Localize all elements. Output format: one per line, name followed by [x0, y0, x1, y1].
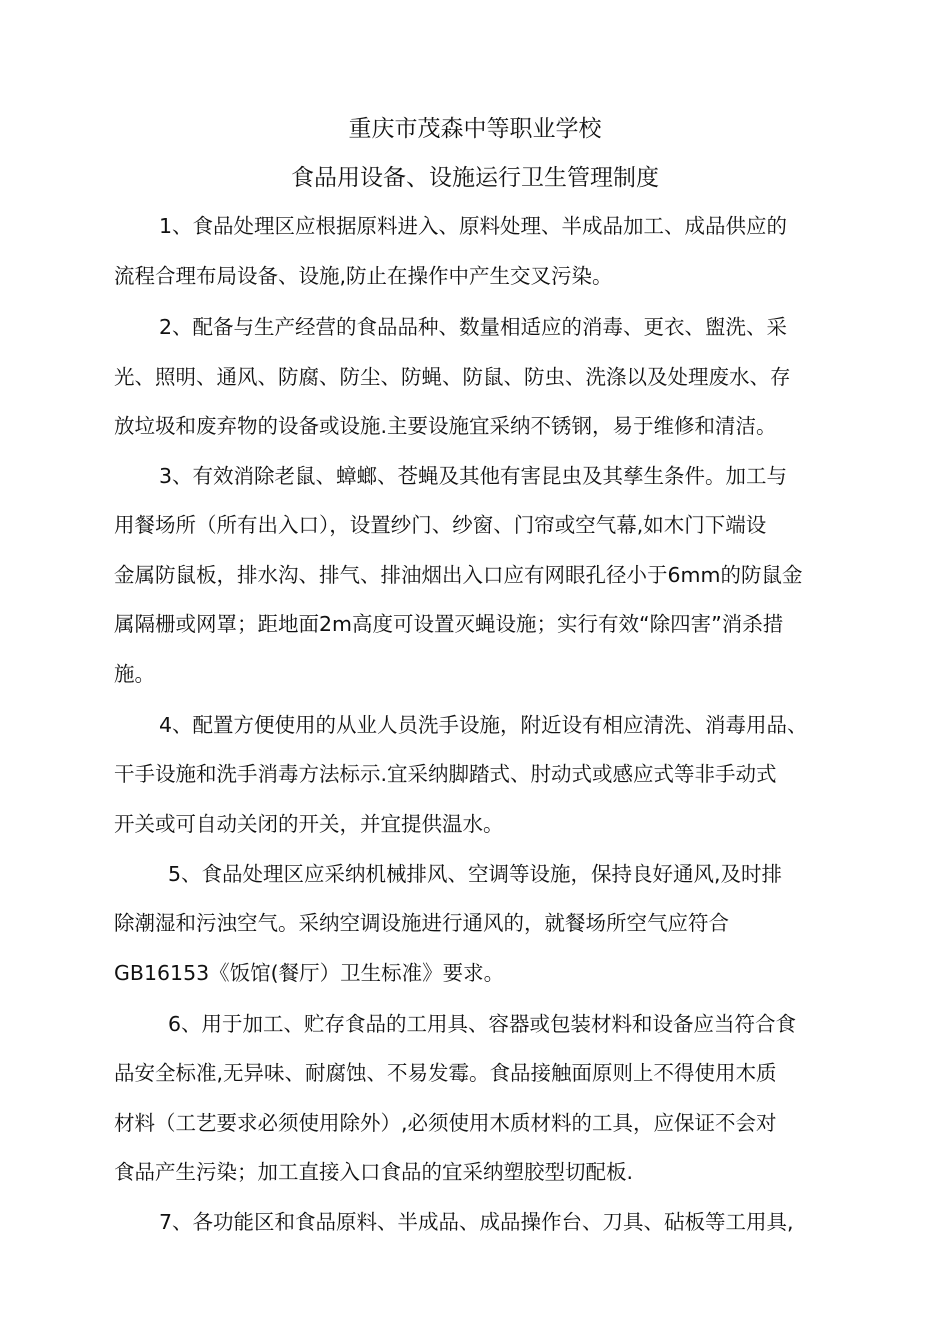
paragraph-3-line-2: 用餐场所（所有出入口），设置纱门、纱窗、门帘或空气幕,如木门下端设	[114, 513, 767, 537]
paragraph-6-line-2: 品安全标准,无异味、耐腐蚀、不易发霉。食品接触面原则上不得使用木质	[114, 1061, 777, 1085]
paragraph-3-line-5: 施。	[114, 662, 155, 686]
school-title: 重庆市茂森中等职业学校	[348, 116, 602, 142]
paragraph-1-line-1: 1、食品处理区应根据原料进入、原料处理、半成品加工、成品供应的	[159, 214, 788, 238]
paragraph-4-line-1: 4、配置方便使用的从业人员洗手设施，附近设有相应清洗、消毒用品、	[159, 713, 808, 737]
paragraph-7-line-1: 7、各功能区和食品原料、半成品、成品操作台、刀具、砧板等工用具,	[159, 1210, 794, 1234]
paragraph-3-line-3: 金属防鼠板，排水沟、排气、排油烟出入口应有网眼孔径小于6mm的防鼠金	[114, 563, 803, 587]
paragraph-6-line-4: 食品产生污染；加工直接入口食品的宜采纳塑胶型切配板.	[114, 1160, 634, 1184]
paragraph-1-line-2: 流程合理布局设备、设施,防止在操作中产生交叉污染。	[114, 264, 613, 288]
paragraph-3-line-1: 3、有效消除老鼠、蟑螂、苍蝇及其他有害昆虫及其孳生条件。加工与	[159, 464, 788, 488]
paragraph-5-line-2: 除潮湿和污浊空气。采纳空调设施进行通风的，就餐场所空气应符合	[114, 911, 729, 935]
paragraph-4-line-2: 干手设施和洗手消毒方法标示.宜采纳脚踏式、肘动式或感应式等非手动式	[114, 762, 777, 786]
paragraph-2-line-1: 2、配备与生产经营的食品品种、数量相适应的消毒、更衣、盥洗、采	[159, 315, 788, 339]
paragraph-5-line-3: GB16153《饭馆(餐厅）卫生标准》要求。	[114, 961, 505, 985]
paragraph-6-line-1: 6、用于加工、贮存食品的工用具、容器或包装材料和设备应当符合食	[168, 1012, 797, 1036]
paragraph-6-line-3: 材料（工艺要求必须使用除外）,必须使用木质材料的工具，应保证不会对	[114, 1111, 777, 1135]
paragraph-5-line-1: 5、食品处理区应采纳机械排风、空调等设施，保持良好通风,及时排	[168, 862, 783, 886]
policy-title: 食品用设备、设施运行卫生管理制度	[291, 165, 659, 191]
paragraph-4-line-3: 开关或可自动关闭的开关，并宜提供温水。	[114, 812, 504, 836]
paragraph-3-line-4: 属隔栅或网罩；距地面2m高度可设置灭蝇设施；实行有效“除四害”消杀措	[114, 612, 784, 636]
paragraph-2-line-2: 光、照明、通风、防腐、防尘、防蝇、防鼠、防虫、洗涤以及处理废水、存	[114, 365, 791, 389]
paragraph-2-line-3: 放垃圾和废弃物的设备或设施.主要设施宜采纳不锈钢，易于维修和清洁。	[114, 414, 777, 438]
